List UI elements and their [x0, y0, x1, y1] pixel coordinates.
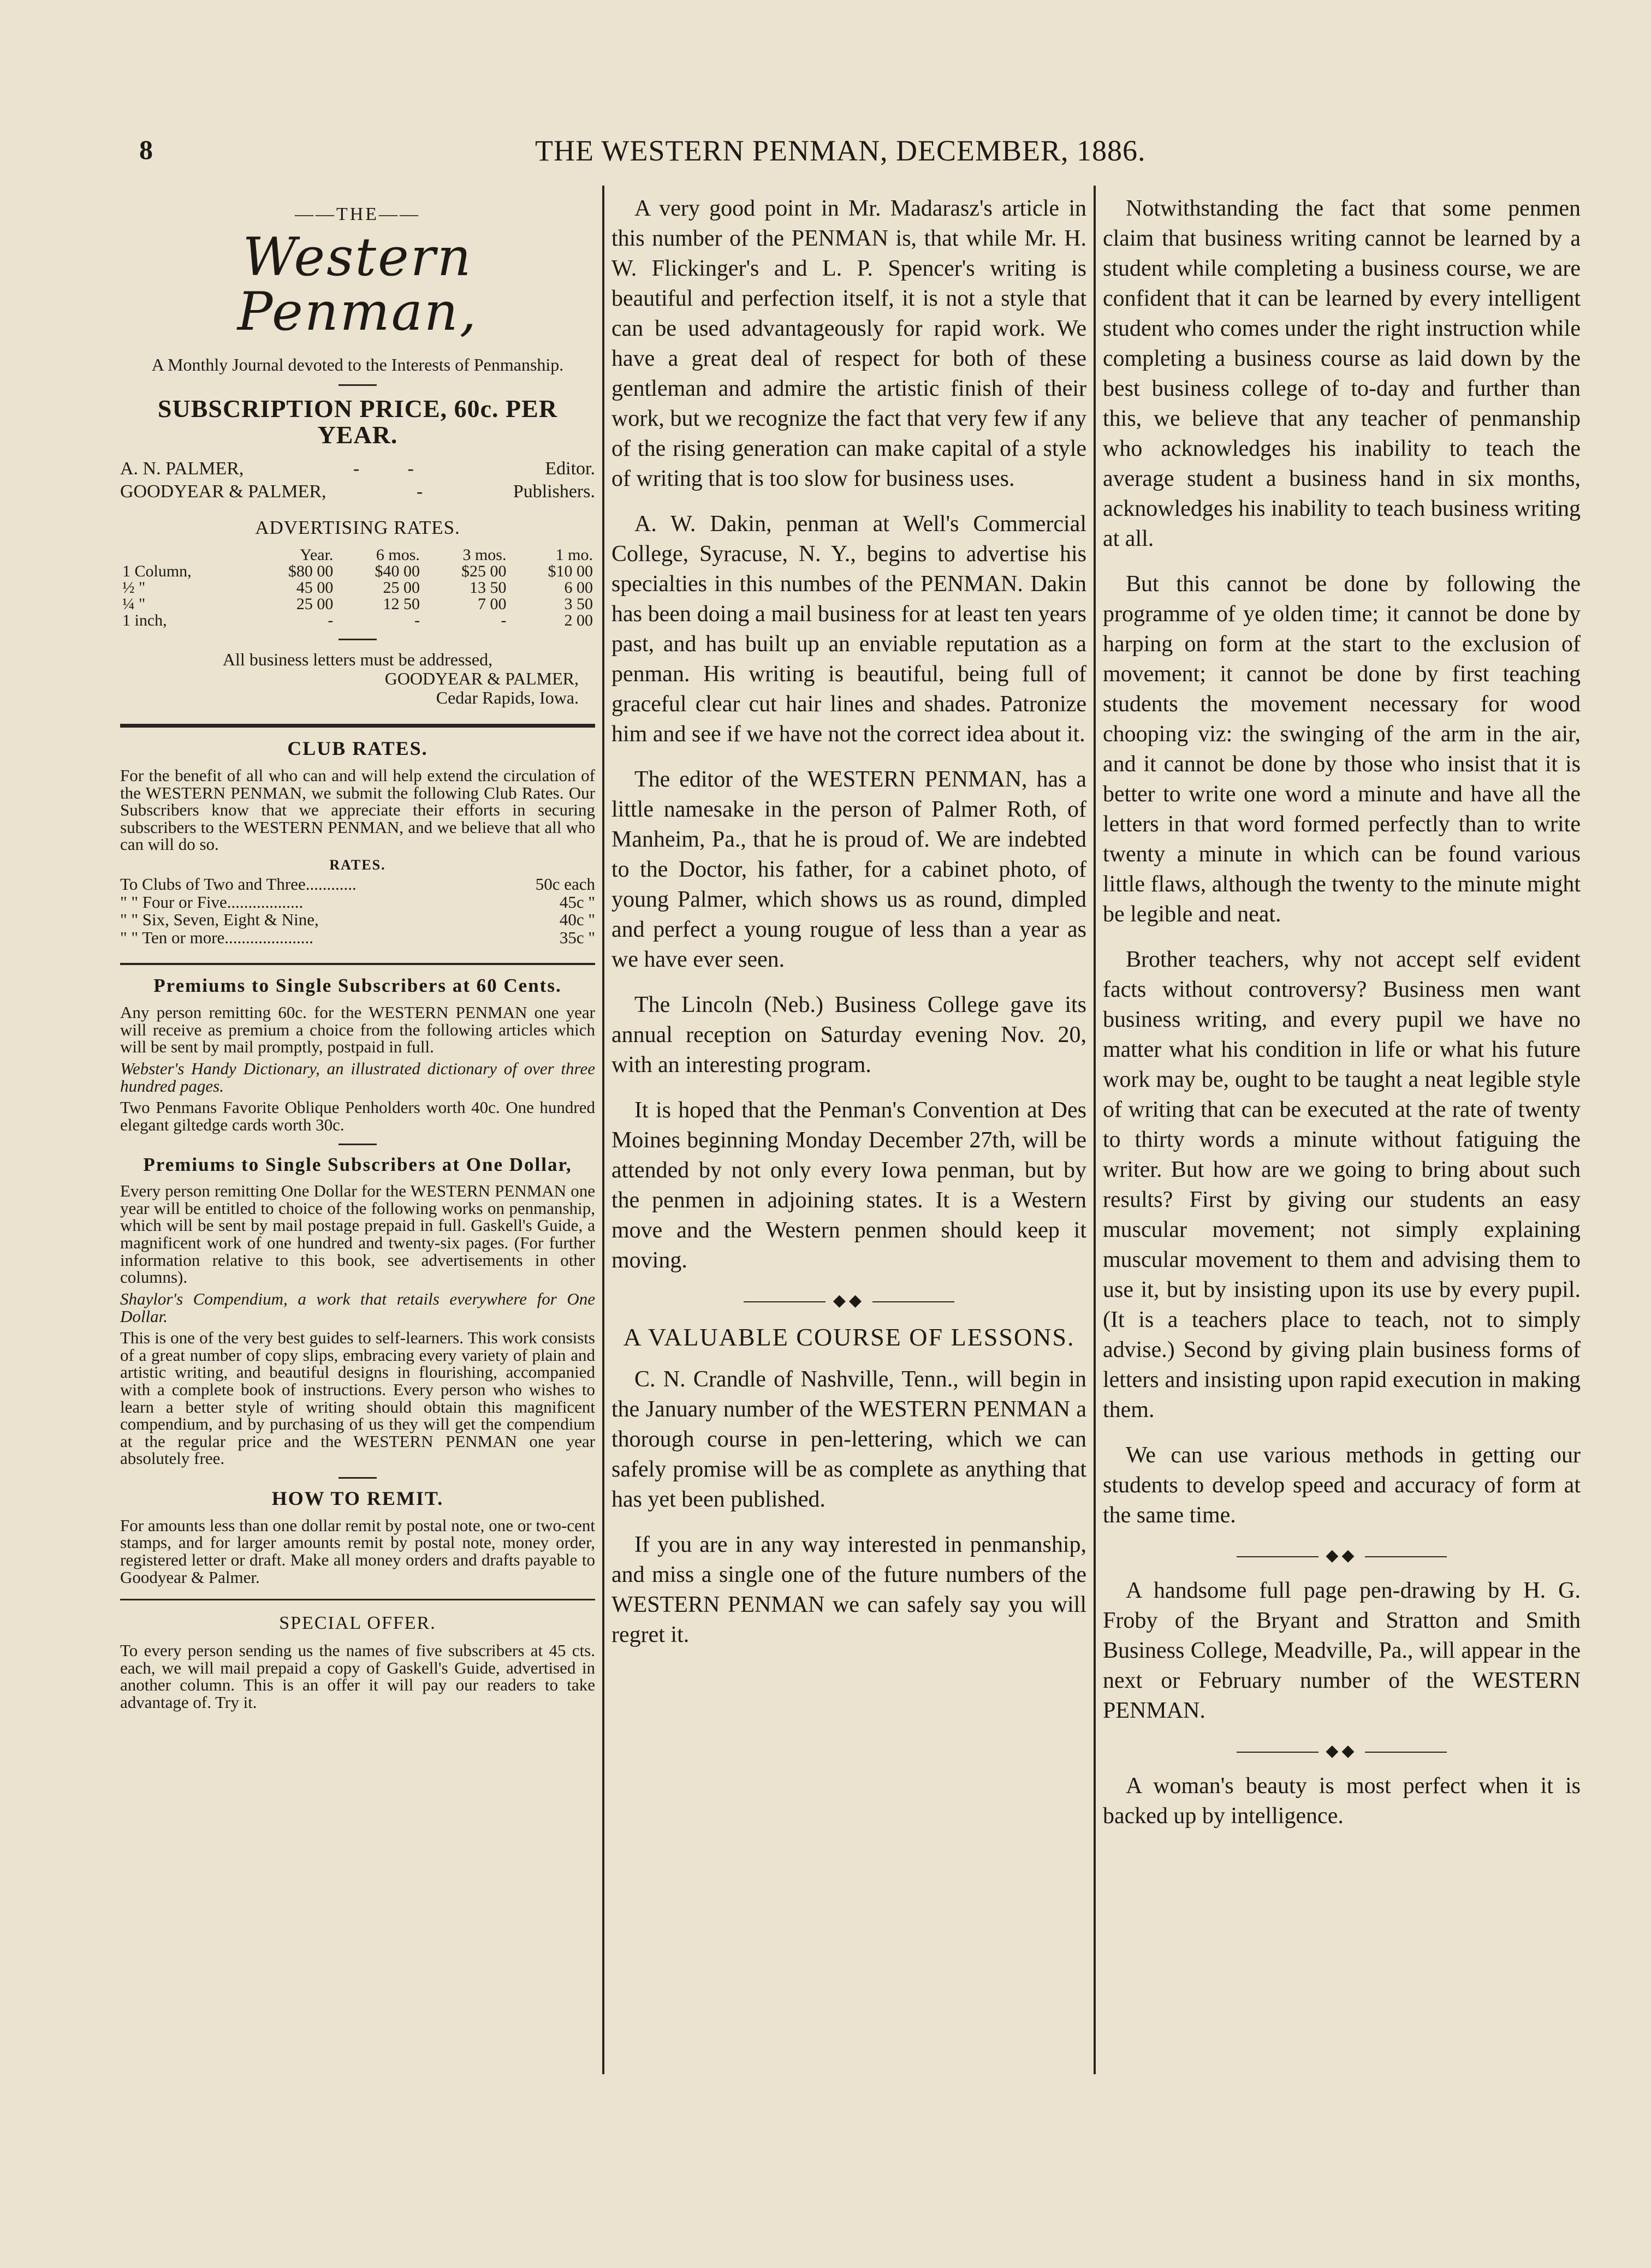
running-head: THE WESTERN PENMAN, DECEMBER, 1886. [535, 134, 1146, 167]
page-number: 8 [139, 134, 153, 165]
section-rule [120, 724, 595, 728]
list-item: " " Ten or more..................... 35c " [120, 927, 595, 947]
advertising-rates-table [120, 547, 595, 629]
article-namesake: The editor of the WESTERN PENMAN, has a little namesake in the person of Palmer Roth, of Manheim, Pa., that he is proud of. We are indebted to the Doctor, his father, for a cabinet photo, of young Palmer, which shows us as round, dimpled and perfect a young rougue of less than a year as we have ever seen. [611, 767, 1086, 972]
publisher-role: Publishers. [513, 481, 595, 502]
ornament-divider: ◆◆ [1103, 1741, 1581, 1760]
article-lincoln: The Lincoln (Neb.) Business College gave its annual reception on Saturday evening Nov. 20, with an interesting program. [611, 992, 1086, 1078]
article-interest: If you are in any way interested in penmanship, and miss a single one of the future numbers of the WESTERN PENMAN we can safely say you will regret it. [611, 1532, 1086, 1647]
article-olden-time: But this cannot be done by following the programme of ye olden time; it cannot be done by harping on form at the start to the exclusion of movement; it cannot be done by first teaching students the movement necessary for wood chooping viz: the swinging of the arm in the air, and it cannot be done by those who insist that it is better to write one word a minute and have all the letters in that word formed perfectly than to write twenty a minute in which can be found various little flaws, although the twenty to the minute might be legible and neat. [1103, 572, 1581, 927]
divider [338, 384, 377, 386]
editor-line: A. N. PALMER, - - Editor. [120, 459, 595, 479]
article-heading: A VALUABLE COURSE OF LESSONS. [623, 1323, 1075, 1351]
article-pen-drawing: A handsome full page pen-drawing by H. G. Froby of the Bryant and Stratton and Smith Business College, Meadville, Pa., will appear in the next or February number of the WESTERN PENMAN. [1103, 1578, 1581, 1723]
divider [338, 1144, 377, 1145]
rates-row: ¼ " 25 00 12 50 7 00 3 50 [122, 594, 593, 613]
article-business-writing: Notwithstanding the fact that some penmen claim that business writing cannot be learned by a student while completing a business course, we are confident that it can be learned by every intelligent student who comes under the right instruction while completing a business course as laid down by the best business college of to-day and further than this, we believe that any teacher of penmanship who acknowledges his inability to teach the average student a business hand in six months, acknowledges his inability to teach business writing at all. [1103, 196, 1581, 551]
remit-heading: HOW TO REMIT. [271, 1487, 444, 1509]
remit-text: For amounts less than one dollar remit by postal note, one or two-cent stamps, and for larger amounts remit by postal note, money order, registered letter or draft. Make all money orders and drafts payable to Goodyear & Palmer. [120, 1515, 595, 1587]
ornament-divider: ◆◆ [611, 1291, 1086, 1310]
premium-dollar-details: This is one of the very best guides to self-learners. This work consists of a great number of copy slips, embracing every variety of plain and artistic writing, and beautiful designs in flourishing, accompanied with a complete book of instructions. Every person who wishes to learn a better style of writing should obtain this magnificent compendium, and by purchasing of us they will get the compendium at the regular price and the WESTERN PENMAN one year absolutely free. [120, 1328, 595, 1468]
editor-role: Editor. [545, 459, 595, 479]
section-rule [120, 1599, 595, 1600]
masthead-title: Western Penman, [237, 226, 478, 343]
masthead-tagline: A Monthly Journal devoted to the Interests of Penmanship. [151, 355, 564, 375]
club-rates-intro: For the benefit of all who can and will help extend the circulation of the WESTERN PENMAN, we submit the following Club Rates. Our Subscribers know that we appreciate their efforts in securing subscribers to the WESTERN PENMAN, and we believe that all who can will do so. [120, 765, 595, 854]
list-item: " " Six, Seven, Eight & Nine, 40c " [120, 910, 595, 930]
article-beauty: A woman's beauty is most perfect when it is backed up by intelligence. [1103, 1773, 1581, 1829]
rates-row: 1 Column, $80 00 $40 00 $25 00 $10 00 [122, 562, 593, 580]
masthead-the: ——THE—— [294, 204, 421, 224]
business-address: All business letters must be addressed, GOODYEAR & PALMER, Cedar Rapids, Iowa. [222, 649, 579, 707]
publisher-name: GOODYEAR & PALMER, [120, 481, 326, 502]
rates-row: 1 inch, - - - 2 00 [122, 611, 593, 629]
rates-subheading: RATES. [329, 857, 386, 873]
column-1 [120, 194, 595, 1715]
article-crandle: C. N. Crandle of Nashville, Tenn., will begin in the January number of the WESTERN PENMAN a thorough course in pen-lettering, which we can safely promise will be as complete as anything that has yet been published. [611, 1367, 1086, 1512]
article-methods: We can use various methods in getting our students to develop speed and accuracy of form at the same time. [1103, 1443, 1581, 1528]
special-offer-heading: SPECIAL OFFER. [279, 1613, 436, 1634]
column-rule-2 [1094, 186, 1096, 2074]
premium-dollar-compendium: Shaylor's Compendium, a work that retails everywhere for One Dollar. [120, 1289, 595, 1326]
article-brother-teachers: Brother teachers, why not accept self evident facts without controversy? Business men want business writing, and every pupil we have no matter what his condition in life or what his future work may be, ought to be taught a neat legible style of writing that can be executed at the rate of twenty to thirty words a minute without fatiguing the writer. But how are we going to bring about such results? First by giving our students an easy muscular movement; not simply explaining muscular movement to them and advising them to use it, but by insisting upon its use by every pupil. (It is a teachers place to teach, not to simply advise.) Second by giving plain business forms of letters and insisting upon rapid execution in making them. [1103, 947, 1581, 1422]
column-2 [611, 194, 1086, 1665]
divider [338, 1477, 377, 1479]
ornament-divider: ◆◆ [1103, 1546, 1581, 1565]
premium-dollar-text: Every person remitting One Dollar for the WESTERN PENMAN one year will be entitled to choice of the following works on penmanship, which will be sent by mail postage prepaid in full. Gaskell's Guide, a magnificent work of one hundred and twenty-six pages. (For further information relative to this book, see advertisements in other columns). [120, 1181, 595, 1287]
article-madarasz: A very good point in Mr. Madarasz's article in this number of the PENMAN is, that while Mr. H. W. Flickinger's and L. P. Spencer's writing is beautiful and perfection itself, it is not a style that can be used advantageously for rapid work. We have a great deal of respect for both of these gentleman and admire the artistic finish of their work, but we recognize the fact that very few if any of the rising generation can make capital of a style of writing that is too slow for business uses. [611, 196, 1086, 491]
premium-60-text: Any person remitting 60c. for the WESTERN PENMAN one year will receive as premium a choice from the following articles which will be sent by mail promptly, postpaid in full. [120, 1003, 595, 1057]
subscription-price: SUBSCRIPTION PRICE, 60c. PER YEAR. [157, 394, 558, 449]
premium-60-dictionary: Webster's Handy Dictionary, an illustrated dictionary of over three hundred pages. [120, 1059, 595, 1096]
column-3 [1103, 194, 1581, 1847]
article-dakin: A. W. Dakin, penman at Well's Commercial College, Syracuse, N. Y., begins to advertise his specialties in this numbes of the PENMAN. Dakin has been doing a mail business for at least ten years past, and has built up an enviable reputation as a penman. His writing is beautiful, being full of graceful clear cut hair lines and shades. Patronize him and see if we have not the correct idea about it. [611, 511, 1086, 747]
rates-header-row: Year. 6 mos. 3 mos. 1 mo. [300, 545, 593, 564]
special-offer-text: To every person sending us the names of five subscribers at 45 cts. each, we will mail prepaid a copy of Gaskell's Guide, advertised in another column. This is an offer it will pay our readers to take advantage of. Try it. [120, 1640, 595, 1712]
rates-row: ½ " 45 00 25 00 13 50 6 00 [122, 578, 593, 597]
club-rates-list [120, 876, 595, 947]
article-convention: It is hoped that the Penman's Convention at Des Moines beginning Monday December 27th, will be attended by not only every Iowa penman, but by the penmen in adjoining states. It is a Western move and the Western penmen should keep it moving. [611, 1098, 1086, 1273]
list-item: " " Four or Five.................. 45c " [120, 892, 595, 912]
editor-name: A. N. PALMER, [120, 459, 244, 479]
club-rates-heading: CLUB RATES. [287, 737, 428, 760]
premium-dollar-heading: Premiums to Single Subscribers at One Dollar, [143, 1153, 572, 1175]
premium-60-penholders: Two Penmans Favorite Oblique Penholders worth 40c. One hundred elegant giltedge cards worth 30c. [120, 1098, 595, 1134]
publisher-line: GOODYEAR & PALMER, - Publishers. [120, 481, 595, 502]
section-rule [120, 963, 595, 965]
column-rule-1 [602, 186, 604, 2074]
list-item: To Clubs of Two and Three............ 50c each [120, 874, 595, 894]
divider [338, 639, 377, 640]
advertising-rates-heading: ADVERTISING RATES. [255, 516, 460, 538]
premium-60-heading: Premiums to Single Subscribers at 60 Cents. [153, 975, 562, 997]
